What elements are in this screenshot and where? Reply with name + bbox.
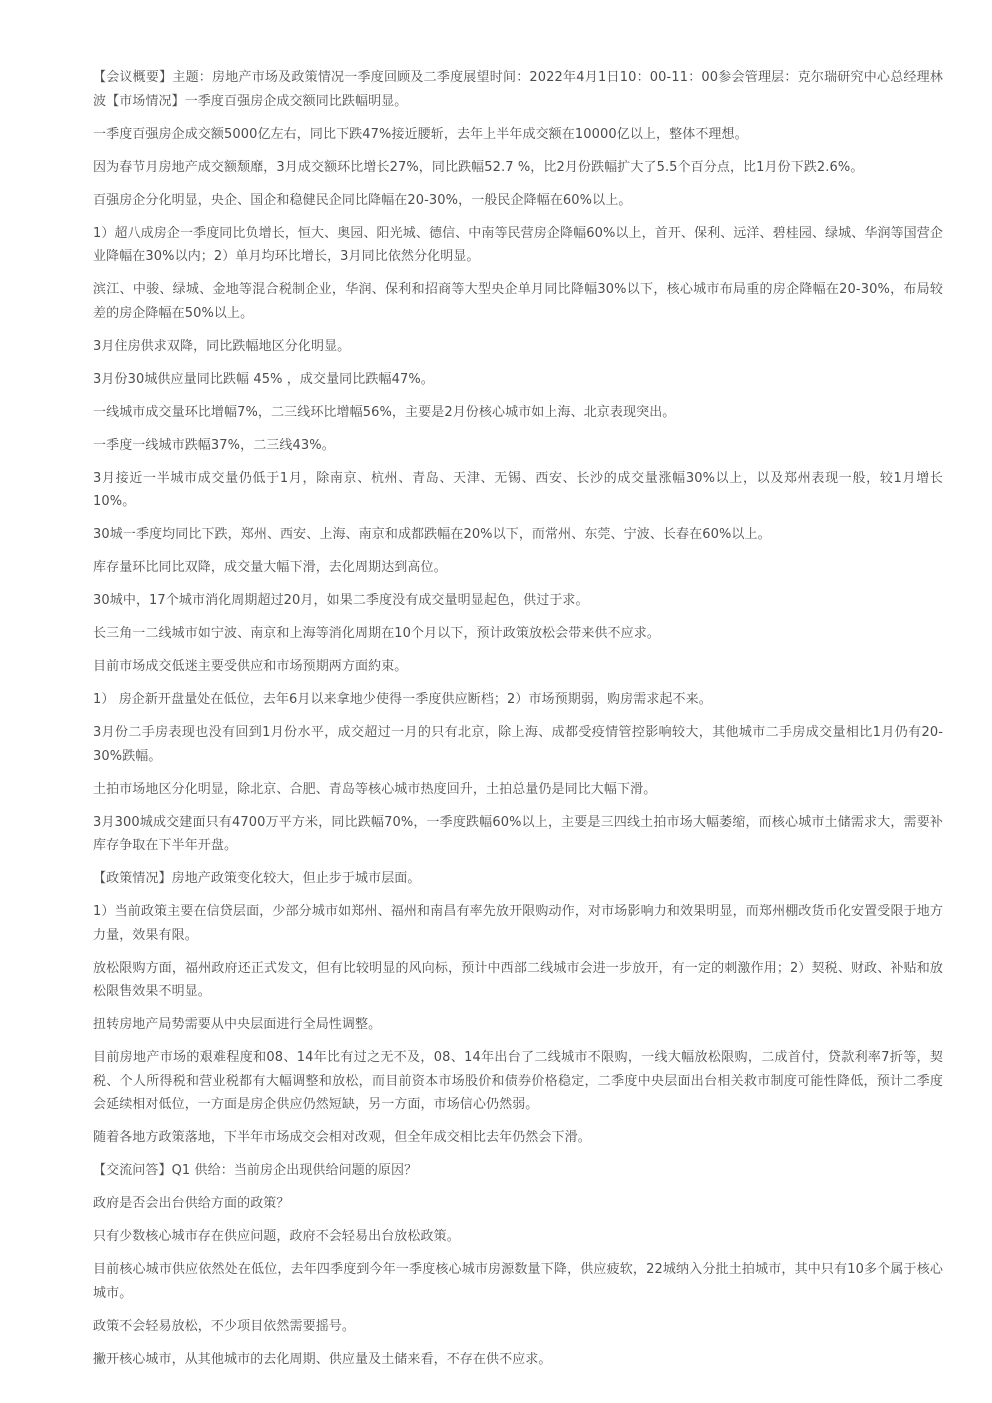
paragraph: 一线城市成交量环比增幅7%，二三线环比增幅56%，主要是2月份核心城市如上海、北京表现突出。	[93, 404, 676, 420]
paragraph: 30城一季度均同比下跌，郑州、西安、上海、南京和成都跌幅在20%以下，而常州、东莞、宁波、长春在60%以上。	[93, 527, 771, 542]
paragraph: 目前市场成交低迷主要受供应和市场预期两方面約束。	[93, 659, 408, 674]
paragraph: 3月住房供求双降，同比跌幅地区分化明显。	[93, 338, 351, 354]
paragraph: 1） 房企新开盘量处在低位，去年6月以来拿地少使得一季度供应断档；2）市场预期弱，购房需求起不来。	[93, 692, 712, 707]
paragraph: 扭转房地产局势需要从中央层面进行全局性调整。	[93, 1017, 382, 1032]
paragraph: 百强房企分化明显，央企、国企和稳健民企同比降幅在20-30%，一般民企降幅在60%以上。	[93, 192, 632, 208]
paragraph: 3月300城成交建面只有4700万平方米，同比跌幅70%，一季度跌幅60%以上，主要是三四线土拍市场大幅萎缩，而核心城市土储需求大，需要补库存争取在下半年开盘。	[93, 814, 943, 853]
paragraph: 政府是否会出台供给方面的政策？	[93, 1196, 290, 1211]
paragraph: 政策不会轻易放松，不少项目依然需要摇号。	[93, 1318, 356, 1334]
paragraph: 撇开核心城市，从其他城市的去化周期、供应量及土储来看，不存在供不应求。	[93, 1351, 552, 1367]
paragraph: 1）超八成房企一季度同比负增长，恒大、奥园、阳光城、德信、中南等民营房企降幅60%以上，首开、保利、远洋、碧桂园、绿城、华润等国营企业降幅在30%以内；2）单月均环比增长，3月同比依然分化明显。	[93, 225, 943, 264]
section-heading-paragraph: 【交流问答】Q1 供给：当前房企出现供给问题的原因？	[93, 1163, 418, 1178]
paragraph: 随着各地方政策落地，下半年市场成交会相对改观，但全年成交相比去年仍然会下滑。	[93, 1130, 591, 1145]
section-heading-paragraph: 【政策情况】房地产政策变化较大，但止步于城市层面。	[93, 871, 421, 886]
paragraph: 滨江、中骏、绿城、金地等混合税制企业，华润、保利和招商等大型央企单月同比降幅30%以下，核心城市布局重的房企降幅在20-30%，布局较差的房企降幅在50%以上。	[93, 282, 943, 321]
paragraph: 放松限购方面，福州政府还正式发文，但有比较明显的风向标，预计中西部二线城市会进一步放开，有一定的刺激作用；2）契税、财政、补贴和放松限售效果不明显。	[93, 960, 943, 999]
paragraph: 只有少数核心城市存在供应问题，政府不会轻易出台放松政策。	[93, 1229, 460, 1244]
paragraph: 1）当前政策主要在信贷层面，少部分城市如郑州、福州和南昌有率先放开限购动作，对市场影响力和效果明显，而郑州棚改货币化安置受限于地方力量，效果有限。	[93, 904, 943, 943]
paragraph: 3月份30城供应量同比跌幅 45% ，成交量同比跌幅47%。	[93, 371, 434, 387]
paragraph: 库存量环比同比双降，成交量大幅下滑，去化周期达到高位。	[93, 560, 447, 575]
paragraph: 土拍市场地区分化明显，除北京、合肥、青岛等核心城市热度回升，土拍总量仍是同比大幅下滑。	[93, 781, 657, 797]
paragraph: 一季度百强房企成交额5000亿左右，同比下跌47%接近腰斩，去年上半年成交额在10000亿以上，整体不理想。	[93, 126, 748, 142]
paragraph: 目前房地产市场的艰难程度和08、14年比有过之无不及，08、14年出台了二线城市不限购，一线大幅放松限购，二成首付，贷款利率7折等，契税、个人所得税和营业税都有大幅调整和放松，而目前资本市场股价和债券价格稳定，二季度中央层面出台相关救市制度可能性降低，预计二季度会延续相对低位，一方面是房企供应仍然短缺，另一方面，市场信心仍然弱。	[93, 1050, 943, 1112]
paragraph: 【会议概要】主题：房地产市场及政策情况一季度回顾及二季度展望时间：2022年4月1日10：00-11：00参会管理层：克尔瑞研究中心总经理林波【市场情况】一季度百强房企成交额同比跌幅明显。	[93, 70, 943, 109]
paragraph: 因为春节月房地产成交额颓靡，3月成交额环比增长27%，同比跌幅52.7 %，比2月份跌幅扩大了5.5个百分点，比1月份下跌2.6%。	[93, 159, 864, 175]
paragraph: 一季度一线城市跌幅37%，二三线43%。	[93, 437, 335, 453]
paragraph: 长三角一二线城市如宁波、南京和上海等消化周期在10个月以下，预计政策放松会带来供不应求。	[93, 626, 660, 641]
document-body	[93, 66, 943, 1381]
paragraph: 3月接近一半城市成交量仍低于1月，除南京、杭州、青岛、天津、无锡、西安、长沙的成交量涨幅30%以上，以及郑州表现一般，较1月增长10%。	[93, 470, 943, 509]
paragraph: 30城中，17个城市消化周期超过20月，如果二季度没有成交量明显起色，供过于求。	[93, 593, 589, 608]
paragraph: 目前核心城市供应依然处在低位，去年四季度到今年一季度核心城市房源数量下降，供应疲软，22城纳入分批土拍城市，其中只有10多个属于核心城市。	[93, 1262, 943, 1301]
paragraph: 3月份二手房表现也没有回到1月份水平，成交超过一月的只有北京，除上海、成都受疫情管控影响较大，其他城市二手房成交量相比1月仍有20-30%跌幅。	[93, 725, 943, 764]
